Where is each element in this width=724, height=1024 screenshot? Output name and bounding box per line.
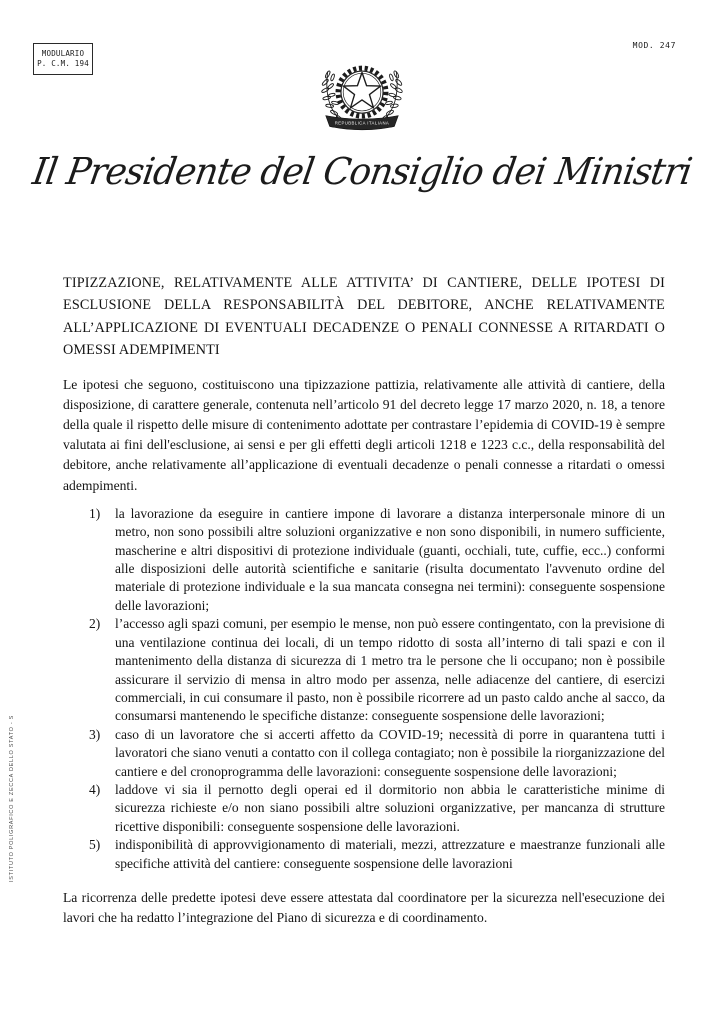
emblem-banner-text: REPUBBLICA ITALIANA xyxy=(334,120,390,126)
intro-paragraph: Le ipotesi che seguono, costituiscono una tipizzazione pattizia, relativamente alle attività di cantiere, della disposizione, di carattere generale, contenuta nell’articolo 91 del decreto legge 17 marzo 2020, n. 18, a tenore della quale il rispetto delle misure di contenimento adottate per contrastare l’epidemia di COVID-19 è sempre valutata ai fini dell'esclusione, ai sensi e per gli effetti degli articoli 1218 e 1223 c.c., della responsabilità del debitore, anche relativamente all’applicazione di eventuali decadenze o penali connesse a ritardati o omessi adempimenti. xyxy=(63,376,665,493)
modulario-stamp-box xyxy=(33,43,93,75)
hypotheses-list xyxy=(63,505,665,873)
list-item xyxy=(63,836,665,873)
list-item xyxy=(63,781,665,836)
document-title: TIPIZZAZIONE, RELATIVAMENTE ALLE ATTIVITA’ DI CANTIERE, DELLE IPOTESI DI ESCLUSIONE DELLA RESPONSABILITÀ DEL DEBITORE, ANCHE RELATIVAMENTE ALL’APPLICAZIONE DI EVENTUALI DECADENZE O PENALI CONNESSE A RITARDATI O OMESSI ADEMPIMENTI xyxy=(63,275,665,359)
mod-number-label: MOD. 247 xyxy=(632,41,676,50)
printer-imprint-vertical: ISTITUTO POLIGRAFICO E ZECCA DELLO STATO - S xyxy=(9,714,15,882)
list-item-text: caso di un lavoratore che si accerti affetto da COVID-19; necessità di porre in quarantena tutti i lavoratori che siano venuti a contatto con il collega contagiato; non è possibile la riorganizzazione del cantiere e del cronoprogramma delle lavorazioni: conseguente sospensione delle lavorazioni; xyxy=(115,726,665,779)
modulario-code: P. C.M. 194 xyxy=(37,59,89,68)
list-item xyxy=(63,505,665,615)
list-item-number: 5) xyxy=(89,837,101,853)
list-item-text: laddove vi sia il pernotto degli operai ed il dormitorio non abbia le caratteristiche minime di sicurezza richieste e/o non siano possibili altre soluzioni organizzative, per mancanza di strutture ricettive disponibili: conseguente sospensione delle lavorazioni. xyxy=(115,781,665,834)
modulario-label: MODULARIO xyxy=(41,49,85,58)
list-item-number: 4) xyxy=(89,781,101,797)
document-body xyxy=(63,272,665,929)
italian-republic-emblem-icon xyxy=(313,57,411,137)
list-item-number: 3) xyxy=(89,726,101,742)
list-item-number: 1) xyxy=(89,505,101,521)
list-item-text: l’accesso agli spazi comuni, per esempio le mense, non può essere contingentato, con la previsione di una ventilazione continua dei locali, di un tempo ridotto di sosta all’interno di tali spazi e con il mantenimento della distanza di sicurezza di 1 metro tra le persone che li occupano; non è possibile assicurare il servizio di mensa in altro modo per assenza, nelle adiacenze del cantiere, di esercizi commerciali, in cui consumare il pasto, non è possibile ricorrere ad un pasto caldo anche al sacco, da consumarsi mantenendo le specifiche distanze: conseguente sospensione delle lavorazioni; xyxy=(115,616,665,724)
list-item-text: la lavorazione da eseguire in cantiere impone di lavorare a distanza interpersonale minore di un metro, non sono possibili altre soluzioni organizzative e non sono disponibili, in numero sufficiente, mascherine e altri dispositivi di protezione individuale (guanti, occhiali, tute, cuffie, ecc..) conformi alle disposizioni delle autorità scientifiche e sanitarie (risulta documentato l'avvenuto ordine del materiale di protezione individuale e la sua mancata consegna nei termini): conseguente sospensione delle lavorazioni; xyxy=(115,505,665,613)
letterhead-script-title: Il Presidente del Consiglio dei Ministri xyxy=(29,150,695,193)
closing-paragraph: La ricorrenza delle predette ipotesi deve essere attestata dal coordinatore per la sicurezza nell'esecuzione dei lavori che ha redatto l’integrazione del Piano di sicurezza e di coordinamento. xyxy=(63,889,665,926)
list-item xyxy=(63,726,665,781)
list-item xyxy=(63,615,665,725)
list-item-text: indisponibilità di approvvigionamento di materiali, mezzi, attrezzature e maestranze funzionali alle specifiche attività del cantiere: conseguente sospensione delle lavorazioni xyxy=(115,837,665,871)
list-item-number: 2) xyxy=(89,616,101,632)
